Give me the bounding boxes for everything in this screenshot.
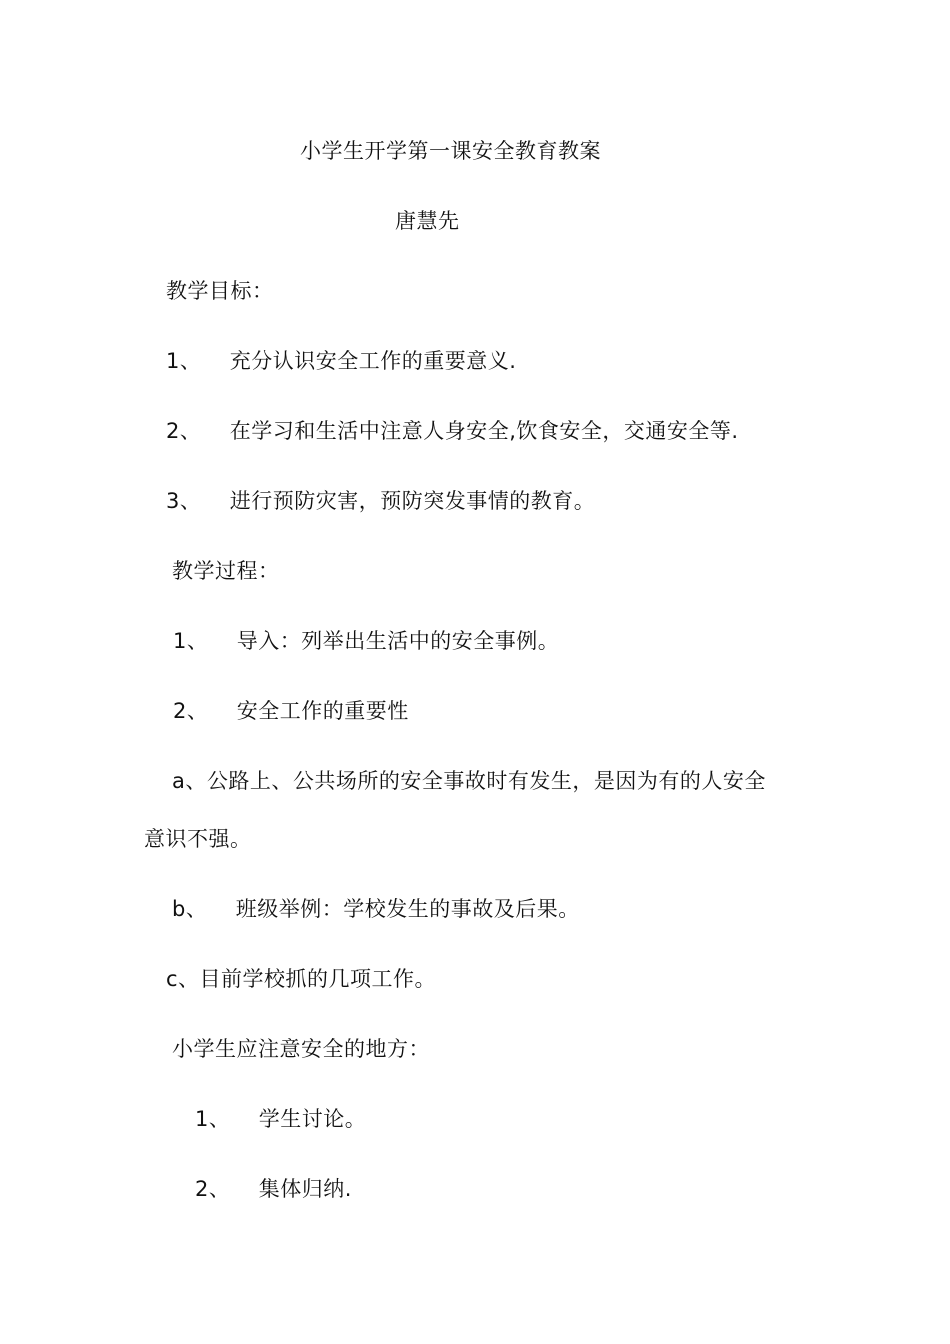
places-item-2 [195,1174,352,1204]
goal-item-text: 进行预防灾害，预防突发事情的教育。 [229,489,596,513]
places-item-number: 2、 [195,1177,231,1201]
goal-item-1 [166,346,516,376]
process-item-number: 2、 [173,699,209,723]
document-title: 小学生开学第一课安全教育教案 [300,139,601,163]
process-item-text: 安全工作的重要性 [236,699,409,723]
author-name: 唐慧先 [395,209,460,233]
goal-item-2 [166,416,739,446]
item-b [172,894,580,924]
process-item-text: 导入：列举出生活中的安全事例。 [236,629,560,653]
item-a-line-2: 意识不强。 [144,827,252,851]
process-item-1 [173,626,559,656]
item-a-line-1: a、公路上、公共场所的安全事故时有发生，是因为有的人安全 [172,769,766,793]
process-heading: 教学过程： [172,559,280,583]
item-b-text: 班级举例：学校发生的事故及后果。 [235,897,580,921]
process-item-number: 1、 [173,629,209,653]
goal-item-number: 3、 [166,489,202,513]
goal-item-number: 1、 [166,349,202,373]
goal-item-text: 在学习和生活中注意人身安全,饮食安全，交通安全等. [229,419,739,443]
goal-item-number: 2、 [166,419,202,443]
places-item-1 [195,1104,366,1134]
item-b-label: b、 [172,897,208,921]
goal-item-3 [166,486,595,516]
process-item-2 [173,696,409,726]
places-item-text: 学生讨论。 [258,1107,367,1131]
places-heading: 小学生应注意安全的地方： [172,1037,430,1061]
places-item-text: 集体归纳. [258,1177,352,1201]
goal-item-text: 充分认识安全工作的重要意义. [229,349,517,373]
goals-heading: 教学目标： [166,279,274,303]
places-item-number: 1、 [195,1107,231,1131]
item-c: c、目前学校抓的几项工作。 [166,967,437,991]
